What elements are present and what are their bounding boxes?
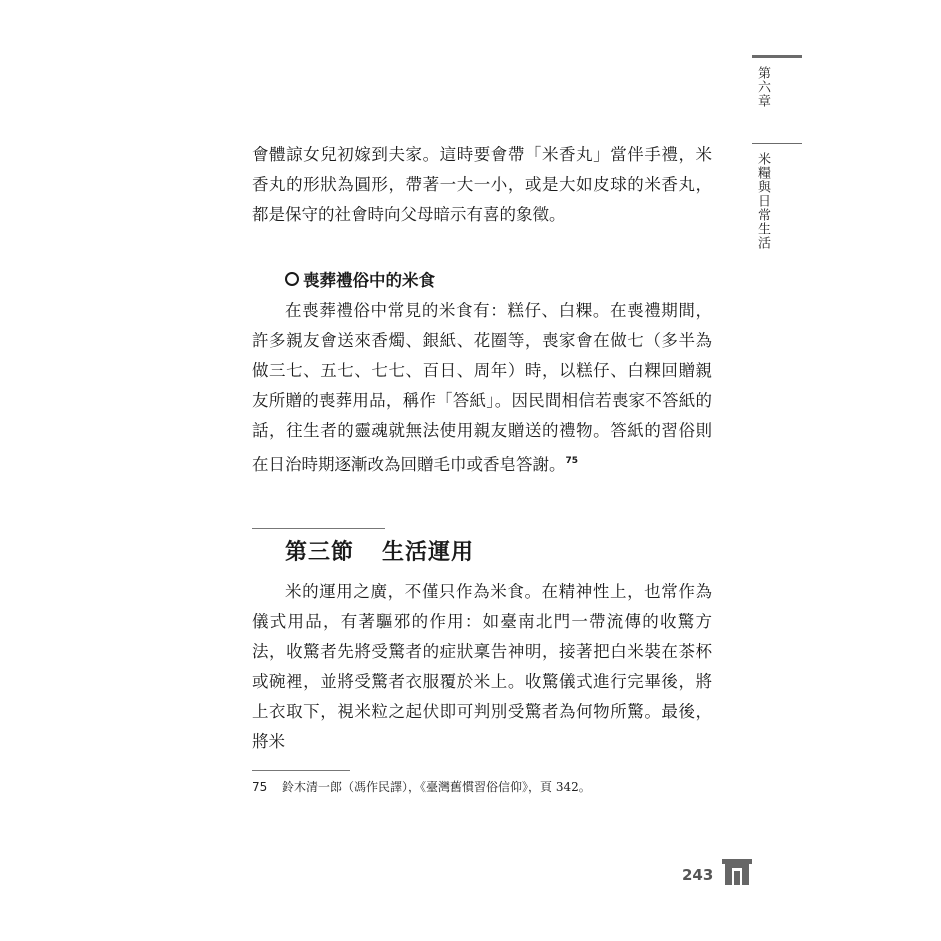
paragraph-2: [252, 296, 712, 480]
paragraph-3: 米的運用之廣，不僅只作為米食。在精神性上，也常作為儀式用品，有著驅邪的作用：如臺南北門一帶流傳的收驚方法，收驚者先將受驚者的症狀稟告神明，接著把白米裝在茶杯或碗裡，並將受驚者衣服覆於米上。收驚儀式進行完畢後，將上衣取下，視米粒之起伏即可判別受驚者為何物所驚。最後，將米: [252, 582, 712, 751]
footnote: [252, 777, 591, 797]
section-title: 生活運用: [382, 539, 475, 565]
footnote-number: 75: [252, 780, 268, 794]
subsection-heading: [285, 266, 435, 296]
temple-gate-icon: [722, 859, 752, 885]
subsection-heading-text: 喪葬禮俗中的米食: [303, 271, 435, 290]
page-number: 243: [682, 866, 714, 884]
paragraph-1: 會體諒女兒初嫁到夫家。這時要會帶「米香丸」當伴手禮，米香丸的形狀為圓形，帶著一大一小，或是大如皮球的米香丸，都是保守的社會時向父母暗示有喜的象徵。: [252, 145, 712, 224]
footnote-reference[interactable]: 75: [565, 456, 579, 466]
section-number: 第三節: [285, 539, 355, 565]
footnote-text: 鈴木清一郎（馮作民譯），《臺灣舊慣習俗信仰》，頁 342。: [282, 780, 591, 794]
chapter-title: 米糧與日常生活: [755, 152, 770, 250]
chapter-label: 第六章: [755, 66, 770, 108]
circle-bullet-icon: [285, 272, 299, 286]
chapter-marker-bar: [752, 55, 802, 58]
section-heading: [285, 537, 474, 567]
footnote-divider: [252, 770, 350, 771]
section-divider: [252, 528, 385, 529]
chapter-divider: [752, 143, 802, 144]
paragraph-2-text: 在喪葬禮俗中常見的米食有：糕仔、白粿。在喪禮期間，許多親友會送來香燭、銀紙、花圈等，喪家會在做七（多半為做三七、五七、七七、百日、周年）時，以糕仔、白粿回贈親友所贈的喪葬用品，稱作「答紙」。因民間相信若喪家不答紙的話，往生者的靈魂就無法使用親友贈送的禮物。答紙的習俗則在日治時期逐漸改為回贈毛巾或香皂答謝。: [252, 301, 712, 474]
